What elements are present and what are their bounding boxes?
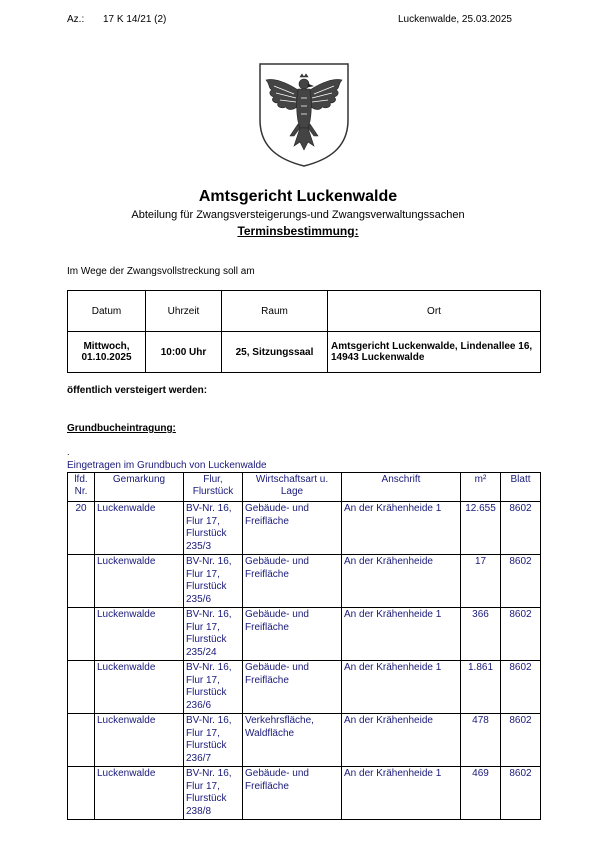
header-wirtschaftsart: Wirtschaftsart u. Lage	[243, 473, 342, 502]
place-and-date: Luckenwalde, 25.03.2025	[398, 14, 512, 25]
wirtschaftsart-cell: Verkehrsfläche, Waldfläche	[243, 714, 342, 767]
gemarkung-cell: Luckenwalde	[95, 608, 184, 661]
flurstueck-cell: BV-Nr. 16, Flur 17, Flurstück 235/24	[184, 608, 243, 661]
blatt-cell: 8602	[501, 608, 541, 661]
area-cell: 469	[461, 767, 501, 820]
flurstueck-cell: BV-Nr. 16, Flur 17, Flurstück 238/8	[184, 767, 243, 820]
header-gemarkung: Gemarkung	[95, 473, 184, 502]
row-number	[68, 767, 95, 820]
table-row	[68, 608, 541, 661]
coat-of-arms-icon	[258, 62, 350, 168]
result-text: öffentlich versteigert werden:	[67, 385, 208, 396]
gemarkung-cell: Luckenwalde	[95, 555, 184, 608]
wirtschaftsart-cell: Gebäude- und Freifläche	[243, 661, 342, 714]
area-cell: 366	[461, 608, 501, 661]
row-number	[68, 661, 95, 714]
registry-note: Eingetragen im Grundbuch von Luckenwalde	[67, 460, 267, 471]
file-reference-label: Az.:	[67, 14, 85, 25]
header-date: Datum	[68, 291, 146, 332]
wirtschaftsart-cell: Gebäude- und Freifläche	[243, 767, 342, 820]
anschrift-cell: An der Krähenheide	[342, 555, 461, 608]
blatt-cell: 8602	[501, 767, 541, 820]
row-number	[68, 714, 95, 767]
auction-room: 25, Sitzungssaal	[222, 332, 328, 373]
blatt-cell: 8602	[501, 502, 541, 555]
gemarkung-cell: Luckenwalde	[95, 714, 184, 767]
row-number: 20	[68, 502, 95, 555]
table-row	[68, 767, 541, 820]
table-row	[68, 714, 541, 767]
grundbuch-heading: Grundbucheintragung:	[67, 423, 176, 434]
land-register-table	[67, 472, 541, 820]
header-anschrift: Anschrift	[342, 473, 461, 502]
auction-location: Amtsgericht Luckenwalde, Lindenallee 16, 14943 Luckenwalde	[328, 332, 541, 373]
flurstueck-cell: BV-Nr. 16, Flur 17, Flurstück 236/6	[184, 661, 243, 714]
area-cell: 17	[461, 555, 501, 608]
wirtschaftsart-cell: Gebäude- und Freifläche	[243, 555, 342, 608]
blatt-cell: 8602	[501, 714, 541, 767]
appointment-table	[67, 290, 541, 373]
gemarkung-cell: Luckenwalde	[95, 661, 184, 714]
anschrift-cell: An der Krähenheide 1	[342, 767, 461, 820]
flurstueck-cell: BV-Nr. 16, Flur 17, Flurstück 236/7	[184, 714, 243, 767]
row-number	[68, 608, 95, 661]
auction-time: 10:00 Uhr	[146, 332, 222, 373]
header-time: Uhrzeit	[146, 291, 222, 332]
wirtschaftsart-cell: Gebäude- und Freifläche	[243, 608, 342, 661]
area-cell: 478	[461, 714, 501, 767]
header-flur: Flur, Flurstück	[184, 473, 243, 502]
separator-dot: .	[67, 447, 70, 457]
table-row	[68, 661, 541, 714]
blatt-cell: 8602	[501, 661, 541, 714]
flurstueck-cell: BV-Nr. 16, Flur 17, Flurstück 235/6	[184, 555, 243, 608]
wirtschaftsart-cell: Gebäude- und Freifläche	[243, 502, 342, 555]
file-reference: 17 K 14/21 (2)	[103, 14, 167, 25]
intro-text: Im Wege der Zwangsvollstreckung soll am	[67, 266, 255, 277]
document-type: Terminsbestimmung:	[237, 224, 359, 238]
department-name: Abteilung für Zwangsversteigerungs-und Zwangsverwaltungssachen	[131, 209, 465, 221]
table-row	[68, 555, 541, 608]
header-area: m²	[461, 473, 501, 502]
gemarkung-cell: Luckenwalde	[95, 502, 184, 555]
anschrift-cell: An der Krähenheide 1	[342, 608, 461, 661]
anschrift-cell: An der Krähenheide	[342, 714, 461, 767]
area-cell: 12.655	[461, 502, 501, 555]
gemarkung-cell: Luckenwalde	[95, 767, 184, 820]
anschrift-cell: An der Krähenheide 1	[342, 502, 461, 555]
auction-date: Mittwoch, 01.10.2025	[68, 332, 146, 373]
row-number	[68, 555, 95, 608]
anschrift-cell: An der Krähenheide 1	[342, 661, 461, 714]
table-row	[68, 502, 541, 555]
header-blatt: Blatt	[501, 473, 541, 502]
blatt-cell: 8602	[501, 555, 541, 608]
area-cell: 1.861	[461, 661, 501, 714]
header-lfd-nr: lfd. Nr.	[68, 473, 95, 502]
court-name: Amtsgericht Luckenwalde	[198, 188, 398, 205]
flurstueck-cell: BV-Nr. 16, Flur 17, Flurstück 235/3	[184, 502, 243, 555]
header-room: Raum	[222, 291, 328, 332]
header-location: Ort	[328, 291, 541, 332]
